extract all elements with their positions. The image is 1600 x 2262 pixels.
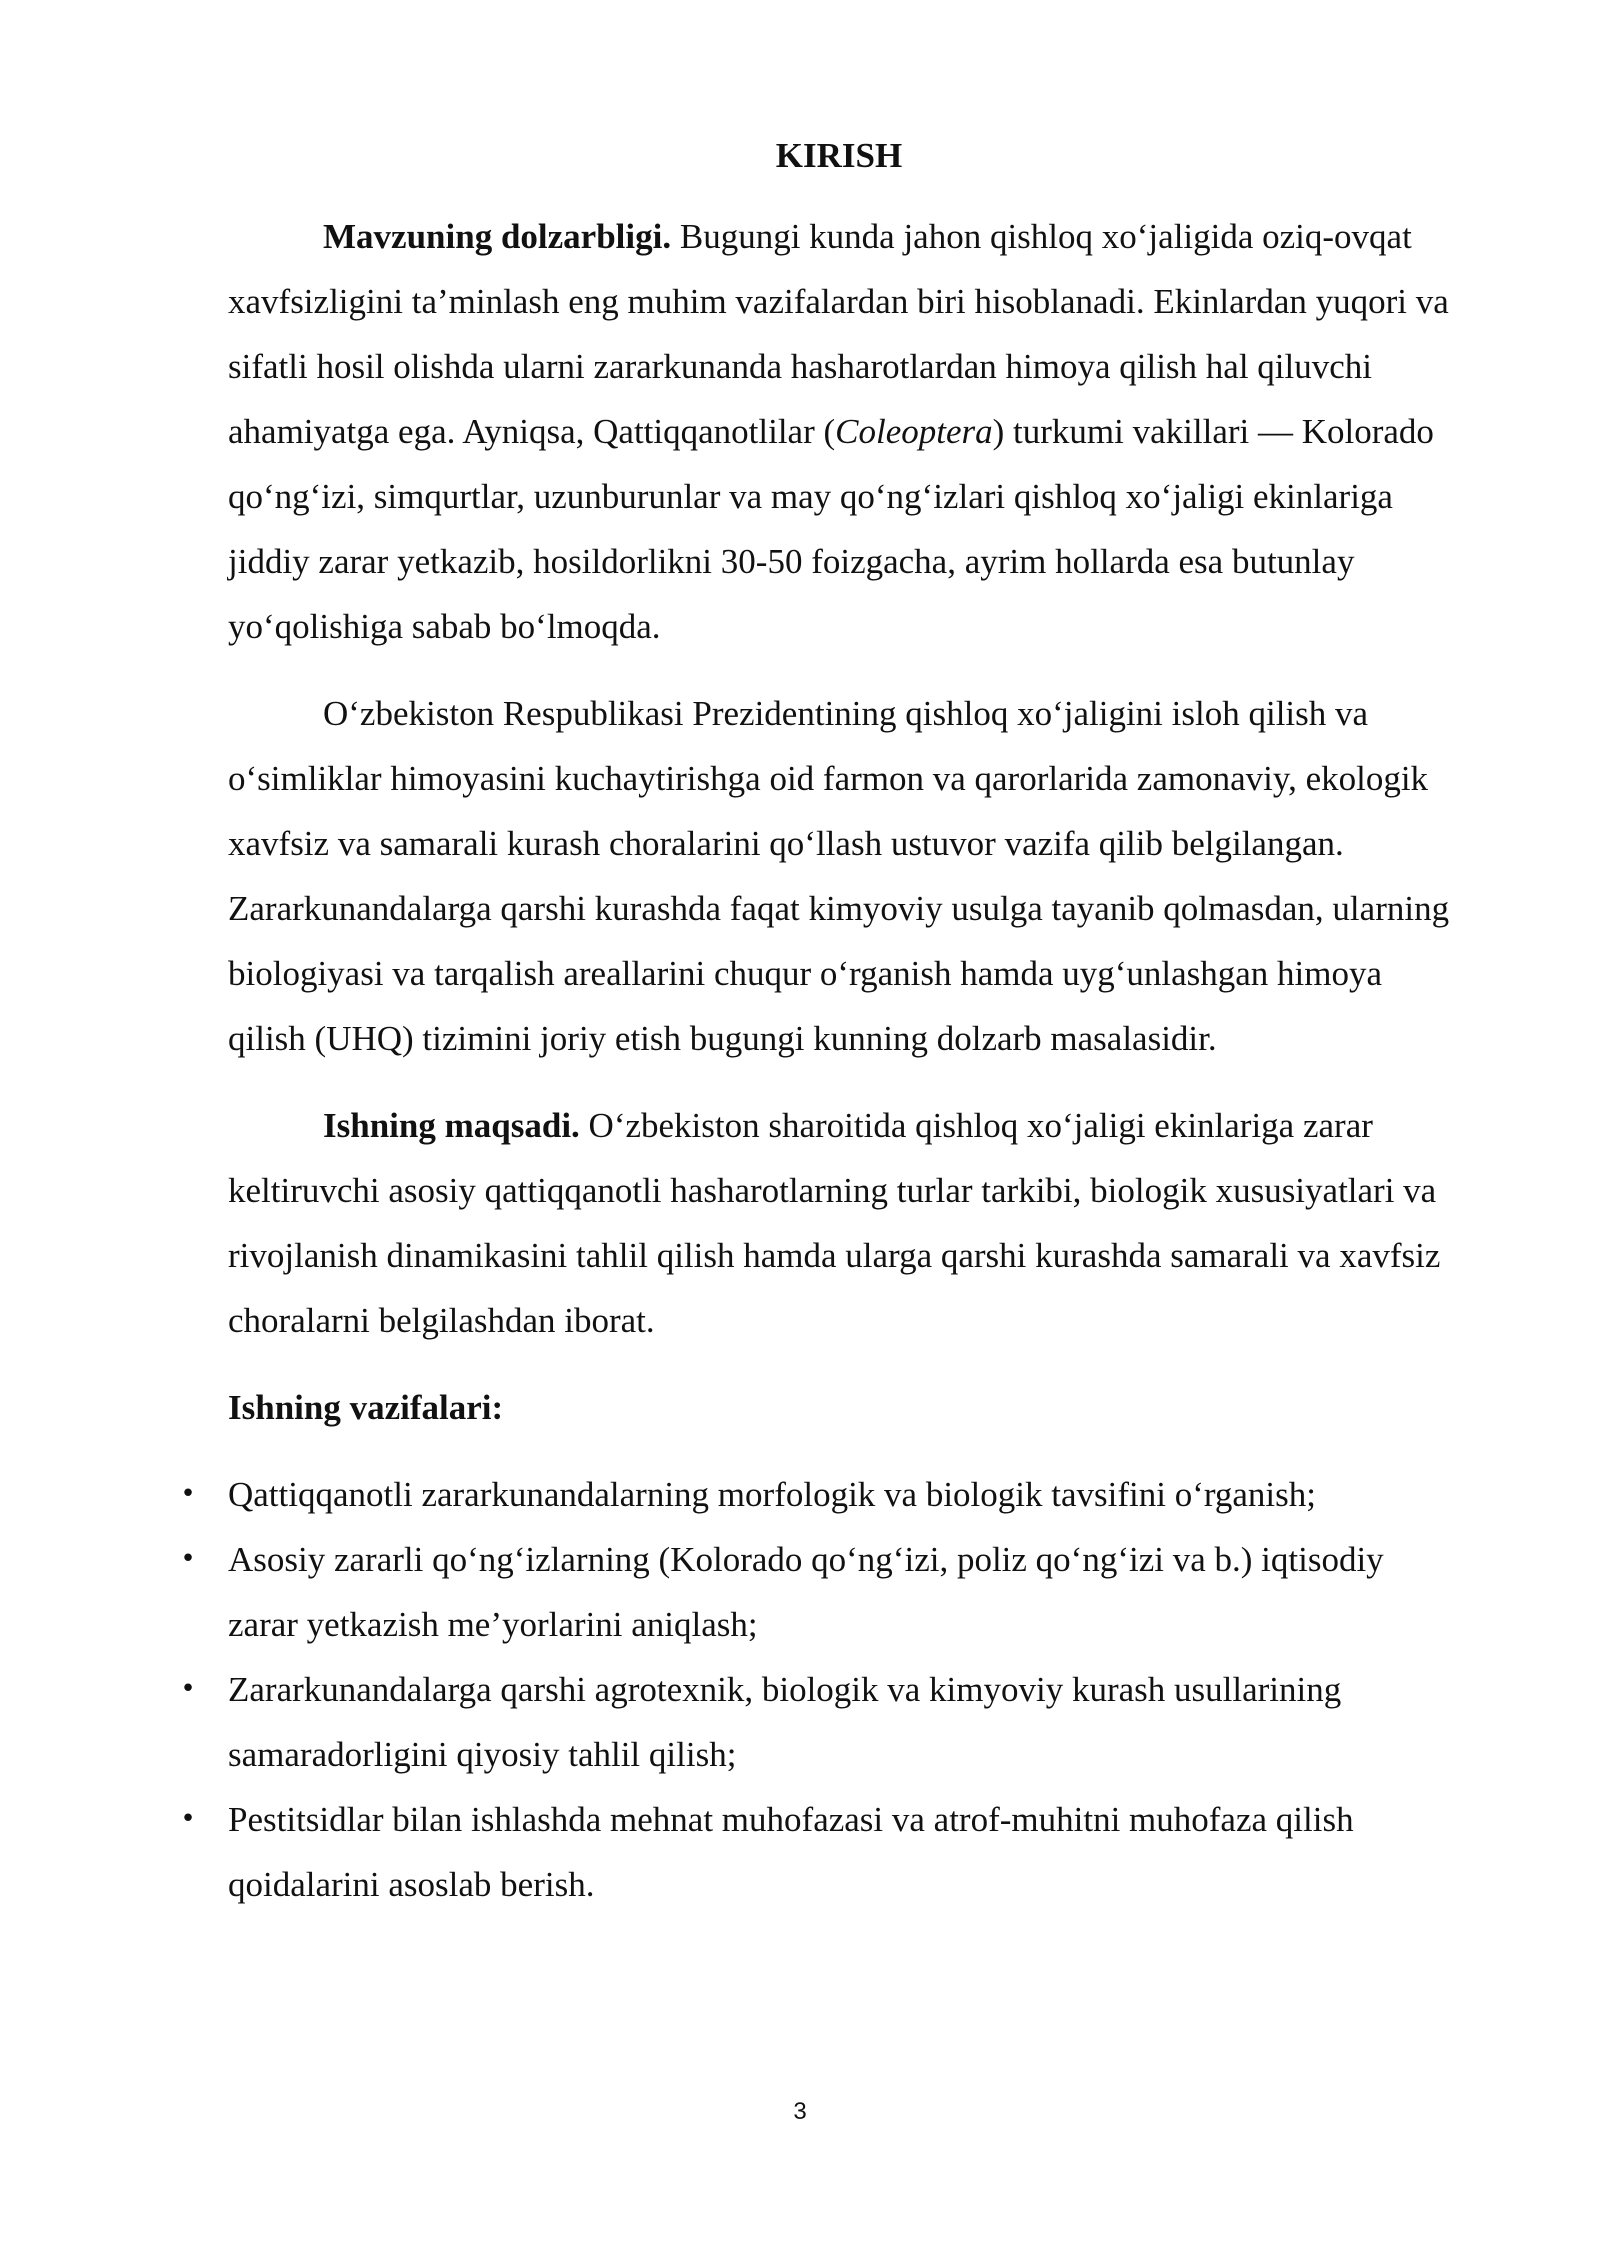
paragraph-goal-lead: Ishning maqsadi. <box>323 1106 580 1145</box>
task-text: Asosiy zararli qo‘ng‘izlarning (Kolorado qo‘ng‘izi, poliz qo‘ng‘izi va b.) iqtisodiy zarar yetkazish me’yorlarini aniqlash; <box>228 1540 1384 1644</box>
page-number: 3 <box>793 2098 807 2125</box>
tasks-heading: Ishning vazifalari: <box>228 1388 504 1427</box>
list-item <box>180 1787 1450 1917</box>
bullet-icon: • <box>180 1479 196 1509</box>
paragraph-relevance <box>228 204 1450 659</box>
task-text: Zararkunandalarga qarshi agrotexnik, biologik va kimyoviy kurash usullarining samaradorligini qiyosiy tahlil qilish; <box>228 1670 1342 1774</box>
task-text: Pestitsidlar bilan ishlashda mehnat muhofazasi va atrof-muhitni muhofaza qilish qoidalarini asoslab berish. <box>228 1800 1354 1904</box>
list-item <box>180 1657 1450 1787</box>
list-item <box>180 1527 1450 1657</box>
paragraph-relevance-text-b: ) turkumi vakillari — Kolorado qo‘ng‘izi, simqurtlar, uzunburunlar va may qo‘ng‘izlari qishloq xo‘jaligi ekinlariga jiddiy zarar yetkazib, hosildorlikni 30-50 foizgacha, ayrim hollarda esa butunlay yo‘qolishiga sabab bo‘lmoqda. <box>228 412 1434 646</box>
task-text: Qattiqqanotli zararkunandalarning morfologik va biologik tavsifini o‘rganish; <box>228 1475 1316 1514</box>
paragraph-relevance-text-a: Bugungi kunda jahon qishloq xo‘jaligida oziq-ovqat xavfsizligini ta’minlash eng muhim vazifalardan biri hisoblanadi. Ekinlardan yuqori va sifatli hosil olishda ularni zararkunanda hasharotlardan himoya qilish hal qiluvchi ahamiyatga ega. Ayniqsa, Qattiqqanotlilar ( <box>228 217 1449 451</box>
paragraph-goal-text: O‘zbekiston sharoitida qishloq xo‘jaligi ekinlariga zarar keltiruvchi asosiy qattiqqanotli hasharotlarning turlar tarkibi, biologik xususiyatlari va rivojlanish dinamikasini tahlil qilish hamda ularga qarshi kurashda samarali va xavfsiz choralarni belgilashdan iborat. <box>228 1106 1441 1340</box>
tasks-list <box>180 1462 1450 1917</box>
bullet-icon: • <box>180 1674 196 1704</box>
paragraph-relevance-lead: Mavzuning dolzarbligi. <box>323 217 672 256</box>
section-title: KIRISH <box>775 136 903 175</box>
paragraph-relevance-italic-term: Coleoptera <box>835 412 993 451</box>
bullet-icon: • <box>180 1804 196 1834</box>
paragraph-legislation: O‘zbekiston Respublikasi Prezidentining qishloq xo‘jaligini isloh qilish va o‘simliklar himoyasini kuchaytirishga oid farmon va qarorlarida zamonaviy, ekologik xavfsiz va samarali kurash choralarini qo‘llash ustuvor vazifa qilib belgilangan. Zararkunandalarga qarshi kurashda faqat kimyoviy usulga tayanib qolmasdan, ularning biologiyasi va tarqalish areallarini chuqur o‘rganish hamda uyg‘unlashgan himoya qilish (UHQ) tizimini joriy etish bugungi kunning dolzarb masalasidir. <box>228 694 1450 1058</box>
bullet-icon: • <box>180 1544 196 1574</box>
paragraph-goal <box>228 1093 1450 1353</box>
page-body <box>180 130 1450 1917</box>
list-item <box>180 1462 1450 1527</box>
